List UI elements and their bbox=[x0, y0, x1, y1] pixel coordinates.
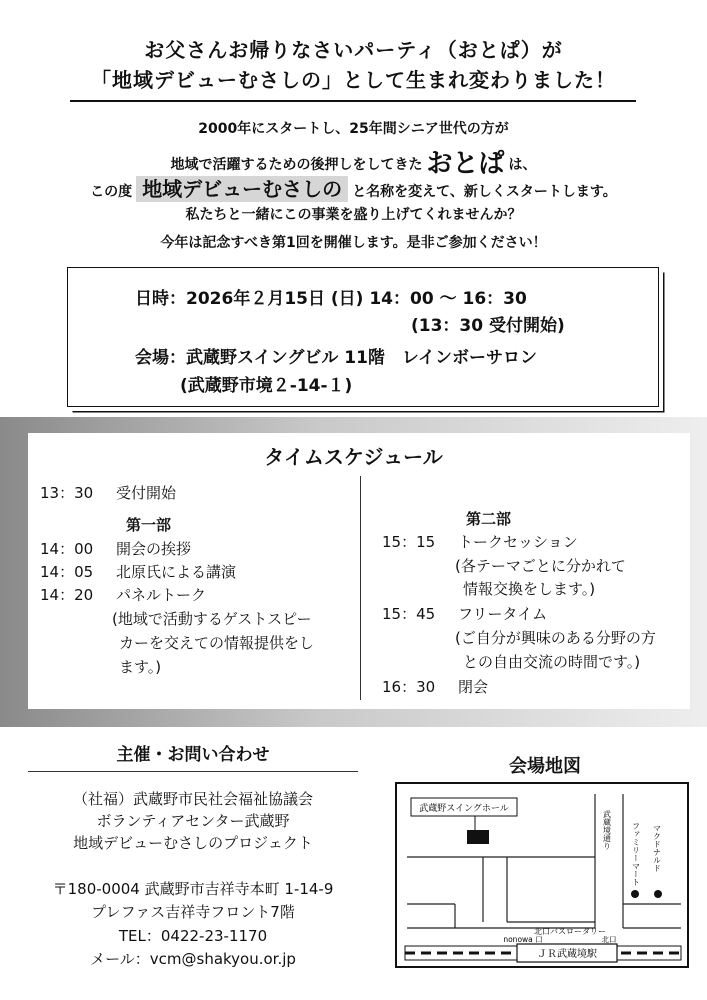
schedule-row bbox=[40, 561, 236, 582]
contact-org-3: 地域デビューむさしのプロジェクト bbox=[73, 834, 313, 852]
schedule-title: タイムスケジュール bbox=[264, 445, 443, 469]
intro-line-3-pre: この度 bbox=[90, 184, 133, 200]
familymart-marker bbox=[631, 890, 639, 898]
schedule-row bbox=[382, 603, 547, 624]
schedule-row bbox=[40, 538, 191, 559]
contact-divider bbox=[28, 771, 358, 772]
venue-marker bbox=[467, 830, 489, 844]
station-label: ＪＲ武蔵境駅 bbox=[537, 949, 597, 960]
contact-address-1: 〒180-0004 武蔵野市吉祥寺本町 1-14-9 bbox=[52, 880, 334, 898]
schedule-time: 15：45 bbox=[382, 605, 436, 623]
mcdonalds-marker bbox=[654, 890, 662, 898]
contact-mail: メール：vcm@shakyou.or.jp bbox=[90, 950, 296, 968]
intro-line-3-post: と名称を変えて、新しくスタートします。 bbox=[352, 184, 617, 200]
schedule-label: 受付開始 bbox=[116, 484, 177, 502]
schedule-time: 14：20 bbox=[40, 586, 94, 604]
otopa-name: おとぱ bbox=[426, 149, 505, 179]
schedule-time: 15：15 bbox=[382, 533, 436, 551]
bus-terminal-label: 北口バスロータリー bbox=[534, 927, 606, 936]
street-label: 武蔵境通り bbox=[602, 810, 612, 850]
talk-note-line: (各テーマごとに分かれて bbox=[455, 557, 626, 575]
intro-line-3 bbox=[0, 173, 707, 202]
contact-org-1: （社福）武蔵野市民社会福祉協議会 bbox=[72, 790, 313, 808]
contact-org-2: ボランティアセンター武蔵野 bbox=[96, 812, 290, 830]
schedule-label: 閉会 bbox=[458, 678, 489, 696]
contact-address-2: プレファス吉祥寺フロント7階 bbox=[91, 903, 295, 921]
part-2-heading: 第二部 bbox=[466, 510, 512, 528]
intro-line-1: 2000年にスタートし、25年間シニア世代の方が bbox=[198, 121, 509, 137]
title-underline bbox=[70, 100, 636, 102]
new-name-highlight: 地域デビューむさしの bbox=[136, 176, 348, 202]
hall-label: 武蔵野スイングホール bbox=[419, 804, 509, 814]
event-reception-time: (13：30 受付開始) bbox=[411, 316, 565, 336]
event-venue: 会場：武蔵野スイングビル 11階 レインボーサロン bbox=[135, 348, 538, 368]
title-line-1: お父さんお帰りなさいパーティ（おとぱ）が bbox=[144, 38, 563, 62]
schedule-row bbox=[40, 584, 206, 605]
intro-line-2-pre: 地域で活躍するための後押しをしてきた bbox=[170, 157, 423, 173]
familymart-label: ファミリーマート bbox=[631, 822, 641, 886]
free-time-note-line: (ご自分が興味のある分野の方 bbox=[455, 629, 656, 647]
schedule-divider bbox=[360, 476, 361, 700]
north-exit-label: 北口 bbox=[601, 935, 617, 944]
schedule-label: トークセッション bbox=[458, 533, 578, 551]
talk-note-line: 情報交換をします。) bbox=[463, 580, 596, 598]
schedule-time: 16：30 bbox=[382, 678, 436, 696]
mcdonalds-label: マクドナルド bbox=[652, 824, 662, 872]
schedule-label: フリータイム bbox=[458, 605, 548, 623]
schedule-label: パネルトーク bbox=[116, 586, 207, 604]
event-date: 日時：2026年２月15日 (日) 14：00 〜 16：30 bbox=[135, 289, 527, 309]
panel-note-line: ます。) bbox=[119, 658, 162, 676]
schedule-row-reception bbox=[40, 482, 176, 503]
part-1-heading: 第一部 bbox=[126, 516, 172, 534]
map-title: 会場地図 bbox=[509, 756, 581, 777]
schedule-time: 13：30 bbox=[40, 484, 94, 502]
contact-title: 主催・お問い合わせ bbox=[116, 745, 270, 765]
schedule-label: 北原氏による講演 bbox=[116, 563, 237, 581]
panel-note-line: カーを交えての情報提供をし bbox=[119, 634, 315, 652]
intro-line-2-post: は、 bbox=[508, 157, 537, 173]
venue-map bbox=[395, 782, 693, 970]
schedule-time: 14：05 bbox=[40, 563, 94, 581]
contact-tel: TEL：0422-23-1170 bbox=[118, 927, 268, 945]
schedule-row bbox=[382, 676, 488, 697]
nonowa-exit-label: nonowa 口 bbox=[503, 935, 543, 944]
title-line-2: 「地域デビューむさしの」として生まれ変わりました！ bbox=[91, 68, 616, 92]
intro-line-5: 今年は記念すべき第1回を開催します。是非ご参加ください！ bbox=[160, 235, 547, 251]
schedule-label: 開会の挨拶 bbox=[116, 540, 192, 558]
intro-line-4: 私たちと一緒にこの事業を盛り上げてくれませんか？ bbox=[185, 207, 522, 223]
event-venue-address: (武蔵野市境２-14-１) bbox=[180, 376, 353, 396]
schedule-time: 14：00 bbox=[40, 540, 94, 558]
schedule-row bbox=[382, 531, 578, 552]
panel-note-line: (地域で活動するゲストスピー bbox=[112, 610, 312, 628]
free-time-note-line: との自由交流の時間です。) bbox=[463, 653, 641, 671]
